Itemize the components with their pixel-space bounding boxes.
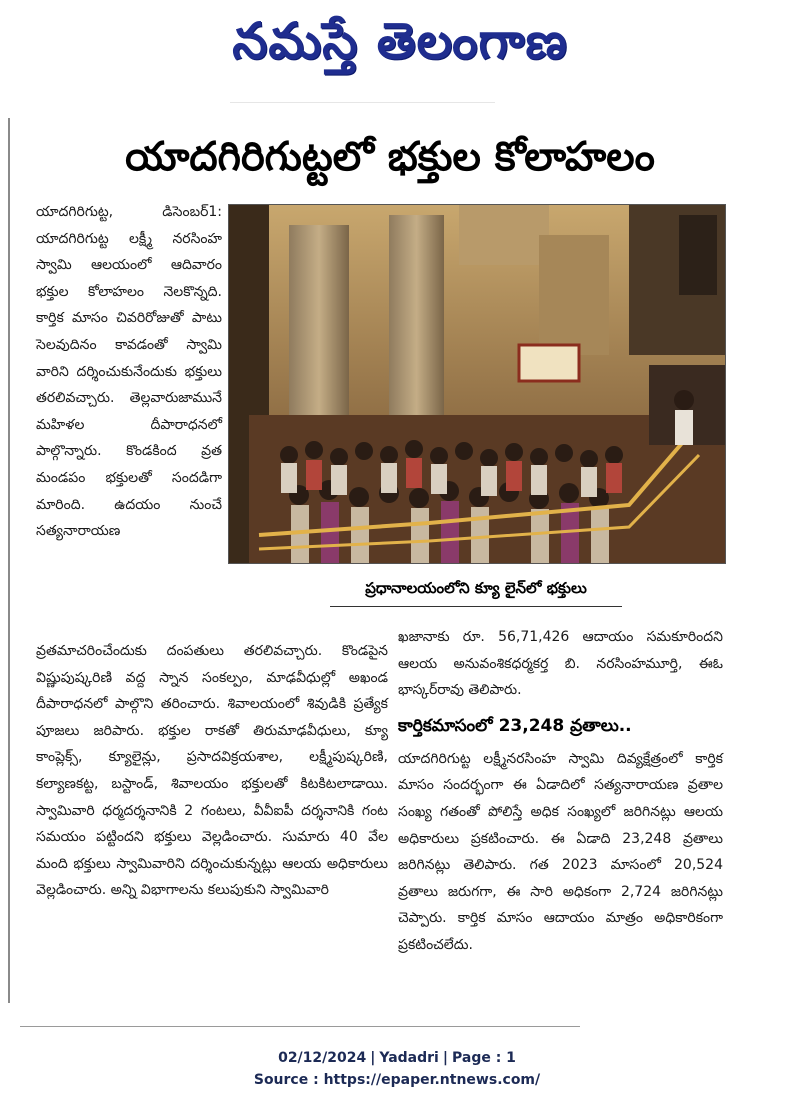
article-column-left [36, 199, 222, 545]
news-photo [228, 204, 726, 564]
masthead-logo: నమస్తే తెలంగాణ [232, 12, 568, 70]
article-paragraph: యాదగిరిగుట్ట లక్ష్మీనరసింహ స్వామి దివ్యక్షేత్రంలో కార్తిక మాసం సందర్భంగా ఈ ఏడాదిలో సత్యనారాయణ వ్రతాల సంఖ్య గతంతో పోలిస్తే అధిక సంఖ్యలో జరిగినట్లు ఆలయ అధికారులు ప్రకటించారు. ఈ ఏడాది 23,248 వ్రతాలు జరిగినట్లు తెలిపారు. గత 2023 మాసంలో 20,524 వ్రతాలు జరుగగా, ఈ సారి అధికంగా 2,724 జరిగినట్లు చెప్పారు. కార్తిక మాసం ఆదాయం మాత్రం అధికారికంగా ప్రకటించలేదు. [398, 750, 723, 953]
left-border-rule [8, 118, 10, 1003]
article-paragraph: యాదగిరిగుట్ట, డిసెంబర్1: యాదగిరిగుట్ట లక్ష్మీ నరసింహ స్వామి ఆలయంలో ఆదివారం భక్తుల కోలాహలం నెలకొన్నది. కార్తిక మాసం చివరిరోజుతో పాటు సెలవుదినం కావడంతో స్వామి వారిని దర్శించుకునేందుకు భక్తులు తరలివచ్చారు. తెల్లవారుజామునే మహిళల దీపారాధనలో పాల్గొన్నారు. కొండకింద వ్రత మండపం భక్తులతో సందడిగా మారింది. ఉదయం నుంచే సత్యనారాయణ [36, 204, 222, 540]
page-footer [0, 1047, 794, 1091]
article-column-wide [36, 638, 388, 904]
article-paragraph: వ్రతమాచరించేందుకు దంపతులు తరలివచ్చారు. కొండపైన విష్ణుపుష్కరిణి వద్ద స్నాన సంకల్పం, మాఢవీధుల్లో అఖండ దీపారాధనలో పాల్గొని తరించారు. శివాలయంలో శివుడికి ప్రత్యేక పూజలు జరిపారు. భక్తుల రాకతో తిరుమాఢవీధులు, క్యూ కాంప్లెక్స్, క్యూలైన్లు, ప్రసాదవిక్రయశాల, లక్ష్మీపుష్కరిణి, కల్యాణకట్ట, బస్టాండ్, శివాలయం భక్తులతో కిటకిటలాడాయి. స్వామివారి ధర్మదర్శనానికి 2 గంటలు, వీవీఐపీ దర్శనానికి గంట సమయం పట్టిందని భక్తులు వెల్లడించారు. సుమారు 40 వేల మంది భక్తులు స్వామివారిని దర్శించుకున్నట్లు ఆలయ అధికారులు వెల్లడించారు. అన్ని విభాగాలను కలుపుకుని స్వామివారి [36, 643, 388, 899]
article-subheading: కార్తికమాసంలో 23,248 వ్రతాలు.. [398, 715, 632, 736]
footer-edition: Yadadri [379, 1050, 439, 1066]
masthead-divider [230, 102, 495, 103]
bottom-divider [20, 1026, 580, 1027]
footer-page: Page : 1 [451, 1050, 516, 1066]
photo-caption: ప్రధానాలయంలోని క్యూ లైన్‌లో భక్తులు [330, 570, 622, 607]
footer-meta: 02/12/2024 | Yadadri | Page : 1 [278, 1050, 516, 1066]
article-paragraph: ఖజానాకు రూ. 56,71,426 ఆదాయం సమకూరిందని ఆలయ అనువంశికధర్మకర్త బి. నరసింహమూర్తి, ఈఓ భాస్కర్‌రావు తెలిపారు. [398, 629, 723, 699]
footer-date: 02/12/2024 [278, 1050, 367, 1066]
footer-source-link[interactable]: Source : https://epaper.ntnews.com/ [253, 1072, 541, 1088]
article-headline: యాదగిరిగుట్టలో భక్తుల కోలాహలం [125, 134, 655, 180]
article-column-right [398, 624, 723, 959]
temple-crowd-photo [229, 205, 725, 563]
